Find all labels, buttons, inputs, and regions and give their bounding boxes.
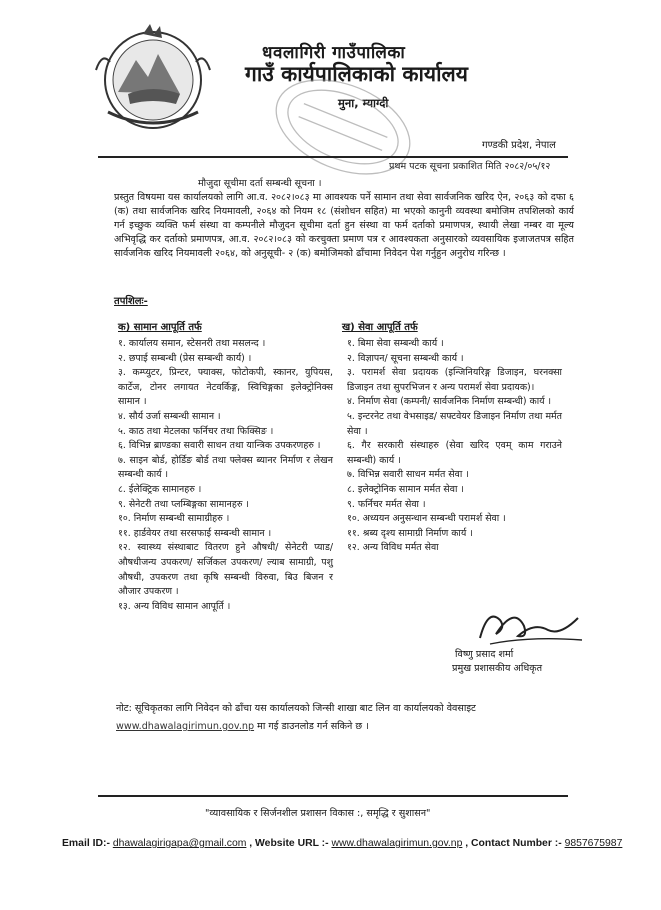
footer-divider [98,795,568,797]
list-item: ७. विभिन्न सवारी साधन मर्मत सेवा । [347,469,469,481]
email-label: Email ID:- [62,838,113,849]
notice-body: प्रस्तुत विषयमा यस कार्यालयको लागि आ.व. २०८२।०८३ मा आवश्यक पर्ने सामान तथा सेवा सार्वजनिक खरिद ऐन, २०६३ को दफा ६ (क) तथा सार्वजनिक खरिद नियमावली, २०६४ को नियम १८ (संशोधन सहित) मा भएको कानुनी व्यवस्था बमोजिम तपशिलको कार्य गर्न इच्छुक व्यक्ति फर्म संस्था वा कम्पनीले मौजुदन सूचीमा दर्ता हुन संस्था वा फर्म दर्ताको प्रमाणपत्र, स्थायी लेखा नम्बर वा मूल्य अभिवृद्धि कर दर्ताको प्रमाणपत्र, आ.व. २०८२।०८३ को करचुक्ता प्रमाण पत्र र आवश्यकता अनुसारको व्यवसायिक इजाजतपत्र सहित सार्वजनिक खरिद नियमावली २०६४, को अनुसूची- २ (क) बमोजिमको ढाँचामा निवेदन पेश गर्नुहुन अनुरोध गरिन्छ । [114,192,574,260]
list-item: १२. अन्य विविध मर्मत सेवा [347,542,439,554]
list-item: १. बिमा सेवा सम्बन्धी कार्य । [347,338,444,349]
signatory-name: विष्णु प्रसाद शर्मा [455,649,514,660]
signatory-title: प्रमुख प्रशासकीय अधिकृत [452,663,543,674]
office-address: मुना, म्याग्दी [338,96,389,110]
list-item: ३. परामर्श सेवा प्रदायक (इन्जिनियरिङ्ग डिजाइन, घरनक्सा डिजाइन तथा सुपरभिजन र अन्य परामर्श सेवा प्रदायक)। [347,367,562,393]
footer-website-link[interactable]: www.dhawalagirimun.gov.np [331,838,463,849]
list-item: २. विज्ञापन/ सूचना सम्बन्धी कार्य । [347,352,464,364]
list-item: ३. कम्प्युटर, प्रिन्टर, फ्याक्स, फोटोकपी, स्कानर, युपियस, कार्टेज, टोनर लगायत नेटवर्किङ्ग, स्विचिङ्गका इलेक्ट्रोनिक्स सामान । [118,367,333,408]
list-item: ४. सौर्य उर्जा सम्बन्धी सामान । [118,410,221,422]
office-name: गाउँ कार्यपालिकाको कार्यालय [245,62,468,86]
note-line2 [116,718,586,736]
website-label: , Website URL :- [246,838,332,849]
list-item: ५. काठ तथा मेटलका फर्निचर तथा फिक्सिङ । [118,425,274,437]
publish-date: प्रथम पटक सूचना प्रकाशित मिति २०८२/०५/१२ [389,161,551,172]
list-item: ६. विभिन्न ब्राण्डका सवारी साधन तथा यान्त्रिक उपकरणहरु । [118,440,321,452]
goods-heading: क) सामान आपूर्ति तर्फ [118,322,202,333]
list-item: १०. निर्माण सम्बन्धी सामाग्रीहरु । [118,513,230,525]
services-list [347,337,562,556]
note-text: नोट: सूचिकृतका लागि निवेदन को ढाँचा यस कार्यालयको जिन्सी शाखा बाट लिन वा कार्यालयको वेवसाइट [116,703,476,714]
list-item: २. छपाई सम्बन्धी (प्रेस सम्बन्धी कार्य) । [118,352,252,364]
header-divider [98,156,568,158]
contact-footer [62,838,622,849]
download-note [116,700,586,736]
contact-label: , Contact Number :- [462,838,565,849]
goods-list [118,337,333,614]
details-label: तपशिलः- [114,296,148,307]
nepal-emblem-logo [88,22,218,134]
list-item: ८. इलेक्ट्रोनिक सामान मर्मत सेवा । [347,483,464,495]
province-line: गण्डकी प्रदेश, नेपाल [482,140,556,151]
email-link[interactable]: dhawalagirigapa@gmail.com [112,838,247,849]
list-item: ११. हार्डवेयर तथा सरसफाई सम्बन्धी सामान । [118,527,272,539]
list-item: १०. अध्ययन अनुसन्धान सम्बन्धी परामर्श सेवा । [347,513,506,525]
municipality-name: धवलागिरी गाउँपालिका [262,43,406,63]
website-link[interactable]: www.dhawalagirimun.gov.np [116,721,255,732]
list-item: ११. श्रब्य दृश्य सामाग्री निर्माण कार्य । [347,527,473,539]
list-item: ९. फर्निचर मर्मत सेवा । [347,498,426,510]
signature [470,600,590,650]
list-item: ९. सेनेटरी तथा प्लम्बिङ्गका सामानहरु । [118,498,249,510]
list-item: ८. ईलेक्ट्रिक सामानहरु । [118,483,202,495]
list-item: १. कार्यालय समान, स्टेसनरी तथा मसलन्द । [118,338,266,349]
note-suffix: मा गई डाउनलोड गर्न सकिने छ । [254,721,369,732]
list-item: ५. इन्टरनेट तथा वेभसाइड/ सफ्टवेयर डिजाइन निर्माण तथा मर्मत सेवा । [347,410,562,437]
office-motto: "व्यावसायिक र सिर्जनशील प्रशासन विकास :, समृद्धि र सुशासन" [205,808,431,819]
list-item: ६. गैर सरकारी संस्थाहरु (सेवा खरिद एवम् काम गराउने सम्बन्धी) कार्य । [347,440,562,466]
notice-subject: मौजुदा सूचीमा दर्ता सम्बन्धी सूचना । [198,178,322,189]
list-item: १२. स्वास्थ्य संस्थाबाट वितरण हुने औषधी/ सेनेटरी प्याड/ औषधीजन्य उपकरण/ सर्जिकल उपकरण/ ल्याब सामाग्री, पशु औषधी, उपकरण तथा कृषि सम्बन्धी विरुवा, बिउ बिजन र औजार उपकरण । [118,542,333,598]
list-item: १३. अन्य विविध सामान आपूर्ति । [118,600,231,612]
contact-number[interactable]: 9857675987 [564,838,623,849]
list-item: ४. निर्माण सेवा (कम्पनी/ सार्वजनिक निर्माण सम्बन्धी) कार्य । [347,396,552,408]
list-item: ७. साइन बोर्ड, होर्डिङ बोर्ड तथा फ्लेक्स ब्यानर निर्माण र लेखन सम्बन्धी कार्य । [118,454,333,481]
services-heading: ख) सेवा आपूर्ति तर्फ [342,322,418,333]
